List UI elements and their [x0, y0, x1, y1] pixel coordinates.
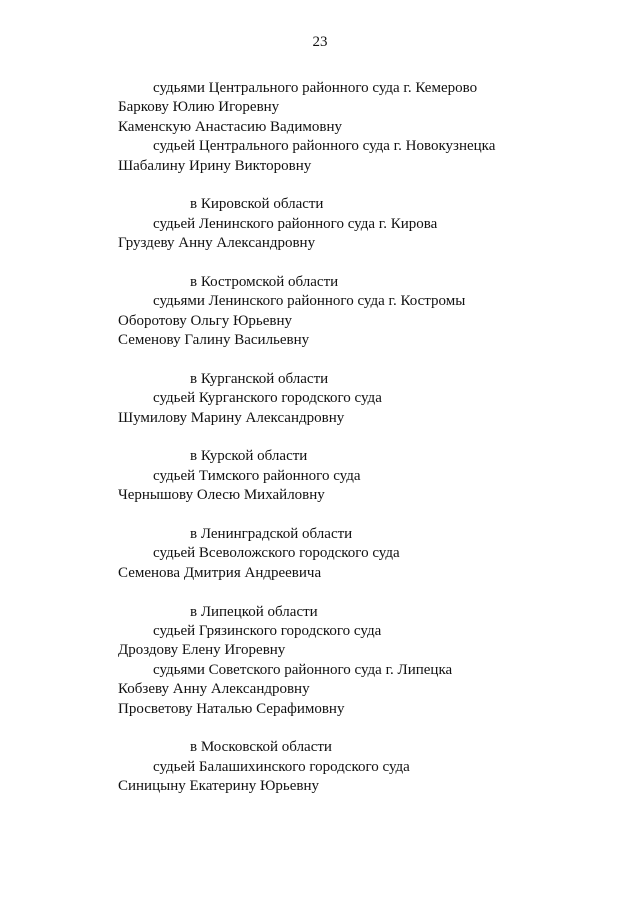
region-section — [0, 603, 640, 719]
block-spacer — [0, 428, 640, 447]
appointment-list — [0, 79, 640, 796]
court-line: судьями Советского районного суда г. Липецка — [153, 661, 453, 678]
region-heading: в Кировской области — [190, 196, 324, 213]
court-line: судьей Тимского районного суда — [153, 467, 361, 484]
region-section — [0, 447, 640, 505]
judge-name: Семенова Дмитрия Андреевича — [118, 564, 322, 581]
block-spacer — [0, 506, 640, 525]
court-line: судьями Ленинского районного суда г. Костромы — [153, 293, 466, 310]
judge-name: Дроздову Елену Игоревну — [118, 642, 286, 659]
court-line: судьей Курганского городского суда — [153, 390, 382, 407]
region-section — [0, 79, 640, 176]
region-section — [0, 738, 640, 796]
court-line: судьей Грязинского городского суда — [153, 622, 382, 639]
region-heading: в Московской области — [190, 739, 332, 756]
block-spacer — [0, 176, 640, 195]
block-spacer — [0, 719, 640, 738]
judge-name: Баркову Юлию Игоревну — [118, 99, 280, 116]
region-heading: в Курской области — [190, 448, 308, 465]
judge-name: Шумилову Марину Александровну — [118, 409, 345, 426]
court-line: судьей Ленинского районного суда г. Кирова — [153, 215, 438, 232]
region-heading: в Костромской области — [190, 273, 339, 290]
judge-name: Шабалину Ирину Викторовну — [118, 157, 312, 174]
region-heading: в Курганской области — [190, 370, 329, 387]
region-section — [0, 370, 640, 428]
region-section — [0, 273, 640, 351]
page-number: 23 — [312, 34, 328, 50]
court-line: судьей Балашихинского городского суда — [153, 758, 410, 775]
region-section — [0, 525, 640, 583]
judge-name: Просветову Наталью Серафимовну — [118, 700, 345, 717]
block-spacer — [0, 583, 640, 602]
court-line: судьями Центрального районного суда г. Кемерово — [153, 80, 478, 96]
block-spacer — [0, 254, 640, 273]
judge-name: Оборотову Ольгу Юрьевну — [118, 312, 293, 329]
judge-name: Груздеву Анну Александровну — [118, 235, 316, 252]
court-line: судьей Центрального районного суда г. Новокузнецка — [153, 138, 496, 155]
judge-name: Кобзеву Анну Александровну — [118, 681, 310, 698]
judge-name: Семенову Галину Васильевну — [118, 332, 310, 349]
block-spacer — [0, 350, 640, 369]
region-heading: в Ленинградской области — [190, 525, 353, 542]
region-section — [0, 195, 640, 253]
judge-name: Каменскую Анастасию Вадимовну — [118, 118, 342, 135]
court-line: судьей Всеволожского городского суда — [153, 545, 400, 562]
judge-name: Чернышову Олесю Михайловну — [118, 487, 325, 504]
region-heading: в Липецкой области — [190, 603, 318, 620]
judge-name: Синицыну Екатерину Юрьевну — [118, 778, 320, 795]
